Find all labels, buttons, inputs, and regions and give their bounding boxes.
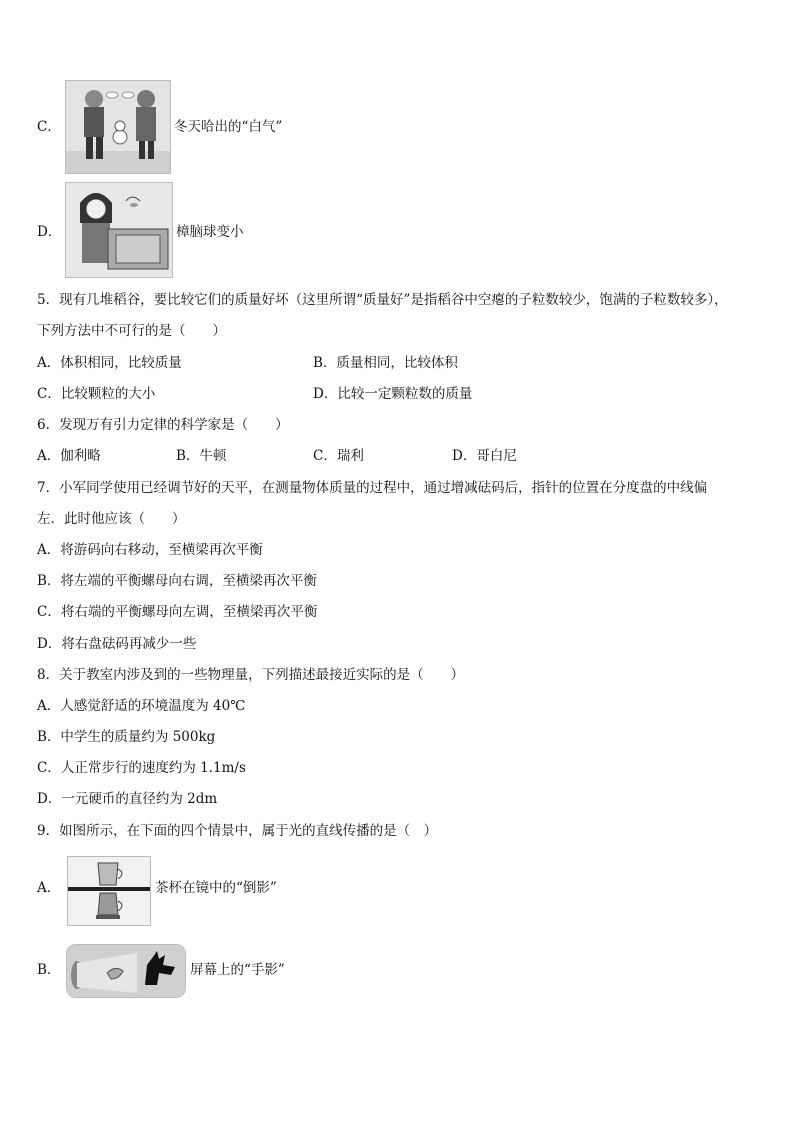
q7-option-c: C．将右端的平衡螺母向左调，至横梁再次平衡 xyxy=(37,604,318,620)
q8-option-c: C．人正常步行的速度约为 1.1m/s xyxy=(37,760,246,776)
q6-option-d: D．哥白尼 xyxy=(452,448,517,464)
q7-option-b: B．将左端的平衡螺母向右调，至横梁再次平衡 xyxy=(37,573,317,589)
q9-option-letter-a: A． xyxy=(37,880,61,896)
q8-option-b: B．中学生的质量约为 500kg xyxy=(37,729,216,745)
q9-caption-b: 屏幕上的“手影” xyxy=(190,962,285,978)
q6-option-b: B．牛顿 xyxy=(176,448,227,464)
q8-option-d: D．一元硬币的直径约为 2dm xyxy=(37,791,218,807)
teacup-mirror-icon xyxy=(67,856,151,926)
q6-option-c: C．瑞利 xyxy=(313,448,364,464)
hand-shadow-icon xyxy=(66,944,186,998)
q7-option-d: D．将右盘砝码再减少一些 xyxy=(37,636,197,652)
option-letter-d: D． xyxy=(37,224,62,240)
q7-stem-line1: 7．小军同学使用已经调节好的天平，在测量物体质量的过程中，通过增减砝码后，指针的位置在分度盘的中线偏 xyxy=(37,480,708,496)
q5-option-a: A．体积相同，比较质量 xyxy=(37,355,182,371)
q8-option-a: A．人感觉舒适的环境温度为 40℃ xyxy=(37,698,246,714)
q9-option-letter-b: B． xyxy=(37,962,61,978)
q5-option-c: C．比较颗粒的大小 xyxy=(37,386,156,402)
woman-suitcase-icon xyxy=(65,182,173,278)
caption-c: 冬天哈出的“白气” xyxy=(174,119,283,135)
option-letter-c: C． xyxy=(37,119,61,135)
q9-caption-a: 茶杯在镜中的“倒影” xyxy=(155,880,277,896)
children-breath-icon xyxy=(65,80,171,174)
q5-option-b: B．质量相同，比较体积 xyxy=(313,355,458,371)
q6-option-a: A．伽利略 xyxy=(37,448,101,464)
q7-stem-line2: 左．此时他应该（ ） xyxy=(37,511,186,527)
q5-stem-line2: 下列方法中不可行的是（ ） xyxy=(37,323,226,339)
q7-option-a: A．将游码向右移动，至横梁再次平衡 xyxy=(37,542,263,558)
q6-stem: 6．发现万有引力定律的科学家是（ ） xyxy=(37,417,289,433)
q8-stem: 8．关于教室内涉及到的一些物理量，下列描述最接近实际的是（ ） xyxy=(37,667,465,683)
q5-option-d: D．比较一定颗粒数的质量 xyxy=(313,386,473,402)
caption-d: 樟脑球变小 xyxy=(176,224,244,240)
q9-stem: 9．如图所示，在下面的四个情景中，属于光的直线传播的是（ ） xyxy=(37,823,438,839)
q5-stem-line1: 5．现有几堆稻谷，要比较它们的质量好坏（这里所谓“质量好”是指稻谷中空瘪的子粒数较少，饱满的子粒数较多）， xyxy=(37,292,728,308)
